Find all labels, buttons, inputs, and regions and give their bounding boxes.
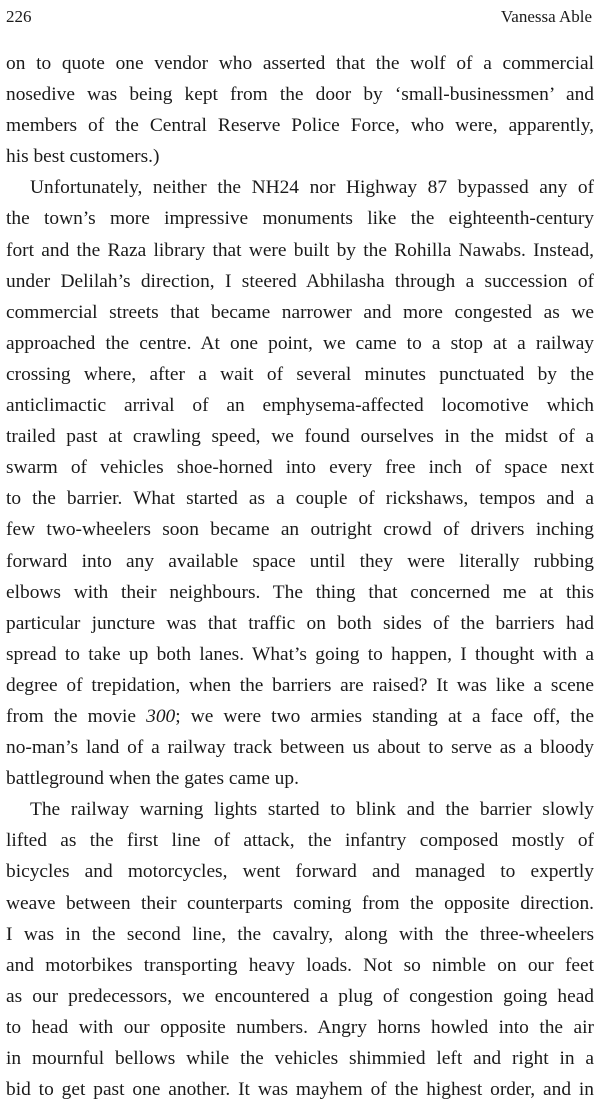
text-line: on to quote one vendor who asserted that the wolf of a commercial [6, 53, 594, 74]
text-line: members of the Central Reserve Police Force, who were, apparently, [6, 115, 594, 137]
text-line: nosedive was being kept from the door by ‘small-businessmen’ and [6, 84, 594, 106]
text-line: bid to get past one another. It was mayhem of the highest order, and in [6, 1079, 594, 1101]
text-line: fort and the Raza library that were built by the Rohilla Nawabs. Instead, [6, 239, 594, 261]
paragraph-2 [6, 172, 594, 794]
text-line: as our predecessors, we encountered a plug of congestion going head [6, 985, 594, 1007]
text-line: swarm of vehicles shoe-horned into every free inch of space next [6, 457, 594, 479]
text-line: trailed past at crawling speed, we found ourselves in the midst of a [6, 426, 594, 448]
text-line: his best customers.) [6, 146, 160, 168]
text-line: from the movie 300; we were two armies standing at a face off, the [6, 705, 594, 727]
text-line: I was in the second line, the cavalry, along with the three-wheelers [6, 923, 594, 945]
text-line: commercial streets that became narrower and more congested as we [6, 301, 594, 323]
text-line: Unfortunately, neither the NH24 nor Highway 87 bypassed any of [30, 177, 594, 199]
text-line: the town’s more impressive monuments like the eighteenth-century [6, 208, 594, 230]
body-text [6, 48, 594, 1105]
text-line: spread to take up both lanes. What’s going to happen, I thought with a [6, 643, 594, 665]
text-line: few two-wheelers soon became an outright crowd of drivers inching [6, 519, 594, 541]
page-number: 226 [6, 7, 32, 26]
text-line: The railway warning lights started to blink and the barrier slowly [30, 799, 594, 821]
text-line: degree of trepidation, when the barriers are raised? It was like a scene [6, 674, 594, 696]
text-line: no-man’s land of a railway track between us about to serve as a bloody [6, 737, 594, 759]
text-line: approached the centre. At one point, we came to a stop at a railway [6, 332, 594, 354]
text-line: in mournful bellows while the vehicles shimmied left and right in a [6, 1048, 594, 1069]
text-line: weave between their counterparts coming from the opposite direction. [6, 892, 594, 914]
paragraph-3 [6, 794, 594, 1105]
text-line: particular juncture was that traffic on both sides of the barriers had [6, 612, 594, 634]
text-line: battleground when the gates came up. [6, 768, 299, 790]
text-line: anticlimactic arrival of an emphysema-affected locomotive which [6, 395, 594, 417]
running-title: Vanessa Able [500, 7, 592, 26]
text-line: lifted as the first line of attack, the infantry composed mostly of [6, 830, 594, 852]
text-line: bicycles and motorcycles, went forward and managed to expertly [6, 861, 594, 883]
running-head [6, 4, 592, 30]
text-line: under Delilah’s direction, I steered Abhilasha through a succession of [6, 270, 594, 292]
text-line: crossing where, after a wait of several minutes punctuated by the [6, 363, 594, 385]
text-line: to head with our opposite numbers. Angry horns howled into the air [6, 1016, 594, 1038]
text-line: elbows with their neighbours. The thing that concerned me at this [6, 581, 594, 603]
text-line: to the barrier. What started as a couple of rickshaws, tempos and a [6, 488, 594, 510]
paragraph-1 [6, 48, 594, 172]
text-line: forward into any available space until they were literally rubbing [6, 550, 594, 572]
text-line: and motorbikes transporting heavy loads. Not so nimble on our feet [6, 954, 594, 976]
